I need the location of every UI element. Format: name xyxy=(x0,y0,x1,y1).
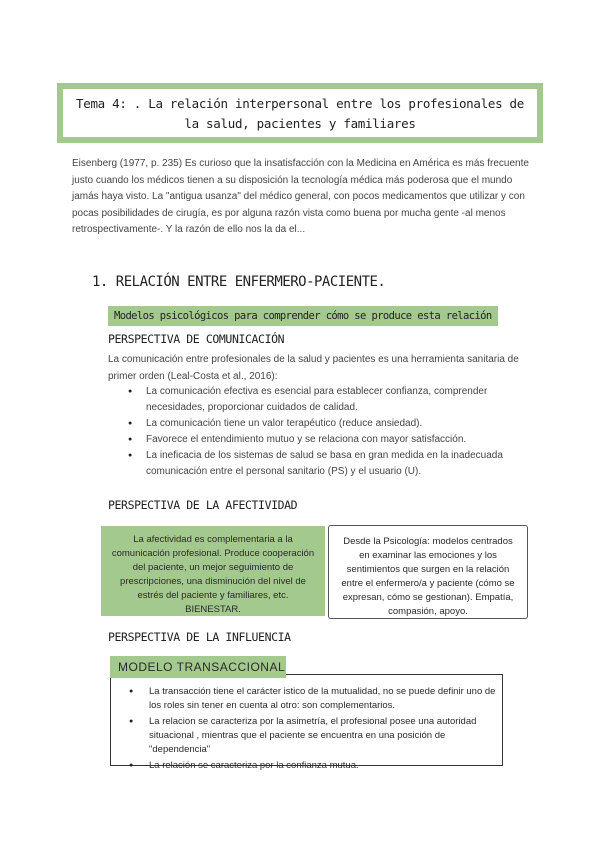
comunicacion-list xyxy=(126,384,526,480)
list-item: ● La relación se caracteriza por la confianza mutua. xyxy=(125,759,496,773)
afectividad-green-box: La afectividad es complementaria a la comunicación profesional. Produce cooperación del paciente, un mejor seguimiento de prescripciones, una disminución del nivel de estrés del paciente y familiares, etc. BIENESTAR. xyxy=(101,526,325,616)
model-label: MODELO TRANSACCIONAL xyxy=(110,656,286,678)
list-item: ● La comunicación efectiva es esencial para establecer confianza, comprender necesidades, proporcionar cuidados de calidad. xyxy=(126,384,526,416)
afectividad-outline-box: Desde la Psicología: modelos centrados en examinar las emociones y los sentimientos que surgen en la relación entre el enfermero/a y paciente (cómo se expresan, cómo se gestionan). Empatía, compasión, apoyo. xyxy=(328,525,528,619)
list-item: ● La ineficacia de los sistemas de salud se basa en gran medida en la inadecuada comunicación entre el personal sanitario (PS) y el usuario (U). xyxy=(126,448,526,480)
list-item: ● La transacción tiene el carácter istico de la mutualidad, no se puede definir uno de los roles sin tener en cuenta al otro: son complementarios. xyxy=(125,685,496,713)
subheading-highlight: Modelos psicológicos para comprender cómo se produce esta relación xyxy=(108,306,498,326)
heading-comunicacion: PERSPECTIVA DE COMUNICACIÓN xyxy=(108,332,285,346)
heading-afectividad: PERSPECTIVA DE LA AFECTIVIDAD xyxy=(108,498,298,512)
list-item: ● La relacion se caracteriza por la asimetría, el profesional posee una autoridad situacional , mientras que el paciente se encuentra en una posición de "dependencia" xyxy=(125,715,496,757)
page-title: Tema 4: . La relación interpersonal entre los profesionales de la salud, pacientes y familiares xyxy=(57,83,543,143)
list-item: ● La comunicación tiene un valor terapéutico (reduce ansiedad). xyxy=(126,416,526,432)
list-item: ● Favorece el entendimiento mutuo y se relaciona con mayor satisfacción. xyxy=(126,432,526,448)
section-heading: 1. RELACIÓN ENTRE ENFERMERO-PACIENTE. xyxy=(92,274,386,290)
comunicacion-paragraph: La comunicación entre profesionales de la salud y pacientes es una herramienta sanitaria de primer orden (Leal-Costa et al., 2016): xyxy=(108,354,519,382)
transaccional-box xyxy=(110,674,503,771)
intro-paragraph: Eisenberg (1977, p. 235) Es curioso que la insatisfacción con la Medicina en América es más frecuente justo cuando los médicos tienen a su disposición la tecnología médica más poderosa que el mundo jamás haya visto. La "antigua usanza" del médico general, con pocos medicamentos que utilizar y con pocas posibilidades de cirugía, es por alguna razón vista como buena por mucha gente -al menos retrospectivamente-. Y la razón de ello nos la da el... xyxy=(72,158,529,236)
heading-influencia: PERSPECTIVA DE LA INFLUENCIA xyxy=(108,630,291,644)
